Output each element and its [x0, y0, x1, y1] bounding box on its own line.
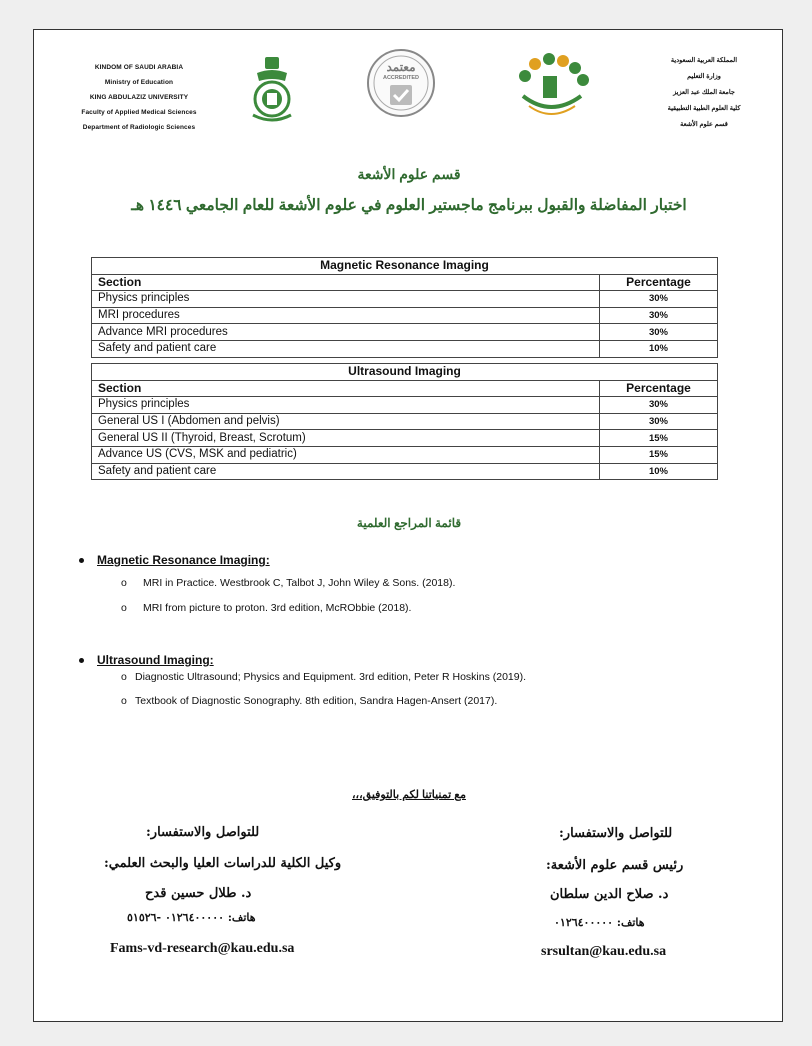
table-row — [92, 324, 718, 341]
section-cell: Physics principles — [92, 397, 600, 414]
accredited-english-text: ACCREDITED — [382, 75, 420, 81]
contact-name: د. صلاح الدين سلطان — [550, 887, 669, 902]
reference-group-label: Magnetic Resonance Imaging: — [97, 553, 270, 567]
reference-item — [121, 602, 411, 614]
circle-bullet-icon: o — [121, 602, 127, 614]
contact-email-link[interactable]: srsultan@kau.edu.sa — [541, 944, 667, 959]
column-header-percentage: Percentage — [600, 274, 718, 291]
header-line: KING ABDULAZIZ UNIVERSITY — [89, 94, 189, 101]
column-header-percentage: Percentage — [600, 380, 718, 397]
reference-group-label: Ultrasound Imaging: — [97, 653, 214, 667]
reference-text: MRI in Practice. Westbrook C, Talbot J, John Wiley & Sons. (2018). — [143, 577, 456, 589]
header-line: Ministry of Education — [104, 79, 174, 86]
header-line: Department of Radiologic Sciences — [82, 124, 196, 131]
reference-item — [121, 695, 497, 707]
closing-wish: مع تمنياتنا لكم بالتوفيق،،، — [352, 789, 466, 801]
contact-phone: هاتف: ٠١٢٦٤٠٠٠٠٠ — [554, 916, 645, 929]
section-cell: Physics principles — [92, 291, 600, 308]
percentage-cell: 10% — [600, 340, 718, 357]
circle-bullet-icon: o — [121, 577, 127, 589]
section-cell: Advance MRI procedures — [92, 324, 600, 341]
document-page — [33, 29, 783, 1022]
header-arabic-block — [644, 53, 764, 133]
table-row — [92, 291, 718, 308]
contact-heading: للتواصل والاستفسار: — [146, 825, 260, 840]
table-caption: Ultrasound Imaging — [92, 364, 718, 381]
column-header-section: Section — [92, 380, 600, 397]
table-row — [92, 463, 718, 480]
faculty-logo — [511, 52, 591, 122]
header-line: KINDOM OF SAUDI ARABIA — [94, 64, 184, 71]
section-cell: Safety and patient care — [92, 463, 600, 480]
contact-role: وكيل الكلية للدراسات العليا والبحث العلمي: — [104, 856, 342, 871]
reference-text: Diagnostic Ultrasound; Physics and Equipment. 3rd edition, Peter R Hoskins (2019). — [135, 671, 527, 683]
contact-name: د. طلال حسين قدح — [145, 886, 252, 901]
percentage-cell: 30% — [600, 413, 718, 430]
contact-email-link[interactable]: Fams-vd-research@kau.edu.sa — [110, 941, 295, 956]
reference-item — [121, 577, 455, 589]
table-row — [92, 340, 718, 357]
percentage-cell: 30% — [600, 307, 718, 324]
percentage-cell: 30% — [600, 291, 718, 308]
contact-role: رئيس قسم علوم الأشعة: — [546, 858, 684, 873]
table-row — [92, 397, 718, 414]
column-header-section: Section — [92, 274, 600, 291]
header-english-block — [64, 60, 214, 135]
header-line: قسم علوم الأشعة — [680, 121, 728, 128]
reference-text: Textbook of Diagnostic Sonography. 8th edition, Sandra Hagen-Ansert (2017). — [135, 695, 498, 707]
section-cell: General US II (Thyroid, Breast, Scrotum) — [92, 430, 600, 447]
contact-phone: هاتف: ٠١٢٦٤٠٠٠٠٠ -٥١٥٢٦ — [127, 911, 256, 924]
kau-emblem-logo — [247, 55, 297, 125]
percentage-cell: 10% — [600, 463, 718, 480]
reference-text: MRI from picture to proton. 3rd edition, McRObbie (2018). — [143, 602, 412, 614]
header-line: كلية العلوم الطبية التطبيقية — [667, 105, 741, 112]
accredited-arabic-text: معتمد — [386, 60, 416, 74]
circle-bullet-icon: o — [121, 671, 127, 683]
section-cell: General US I (Abdomen and pelvis) — [92, 413, 600, 430]
table-row — [92, 413, 718, 430]
ultrasound-sections-table — [91, 363, 718, 480]
header-line: جامعة الملك عبد العزيز — [673, 89, 735, 96]
section-cell: MRI procedures — [92, 307, 600, 324]
bullet-icon — [79, 558, 84, 563]
section-cell: Safety and patient care — [92, 340, 600, 357]
exam-title: اختبار المفاضلة والقبول ببرنامج ماجستير العلوم في علوم الأشعة للعام الجامعي ١٤٤٦ هـ — [131, 197, 687, 214]
header-line: Faculty of Applied Medical Sciences — [81, 109, 197, 116]
table-caption: Magnetic Resonance Imaging — [92, 258, 718, 275]
accredited-seal-logo — [366, 48, 436, 118]
section-cell: Advance US (CVS, MSK and pediatric) — [92, 446, 600, 463]
contact-heading: للتواصل والاستفسار: — [559, 826, 673, 841]
table-row — [92, 430, 718, 447]
header-line: المملكة العربية السعودية — [670, 57, 738, 64]
table-row — [92, 307, 718, 324]
reference-item — [121, 671, 526, 683]
percentage-cell: 15% — [600, 430, 718, 447]
percentage-cell: 30% — [600, 324, 718, 341]
mri-sections-table — [91, 257, 718, 358]
table-row — [92, 446, 718, 463]
percentage-cell: 15% — [600, 446, 718, 463]
bullet-icon — [79, 658, 84, 663]
references-title: قائمة المراجع العلمية — [356, 516, 462, 530]
department-title: قسم علوم الأشعة — [357, 166, 461, 182]
header-line: وزارة التعليم — [687, 73, 721, 80]
circle-bullet-icon: o — [121, 695, 127, 707]
percentage-cell: 30% — [600, 397, 718, 414]
